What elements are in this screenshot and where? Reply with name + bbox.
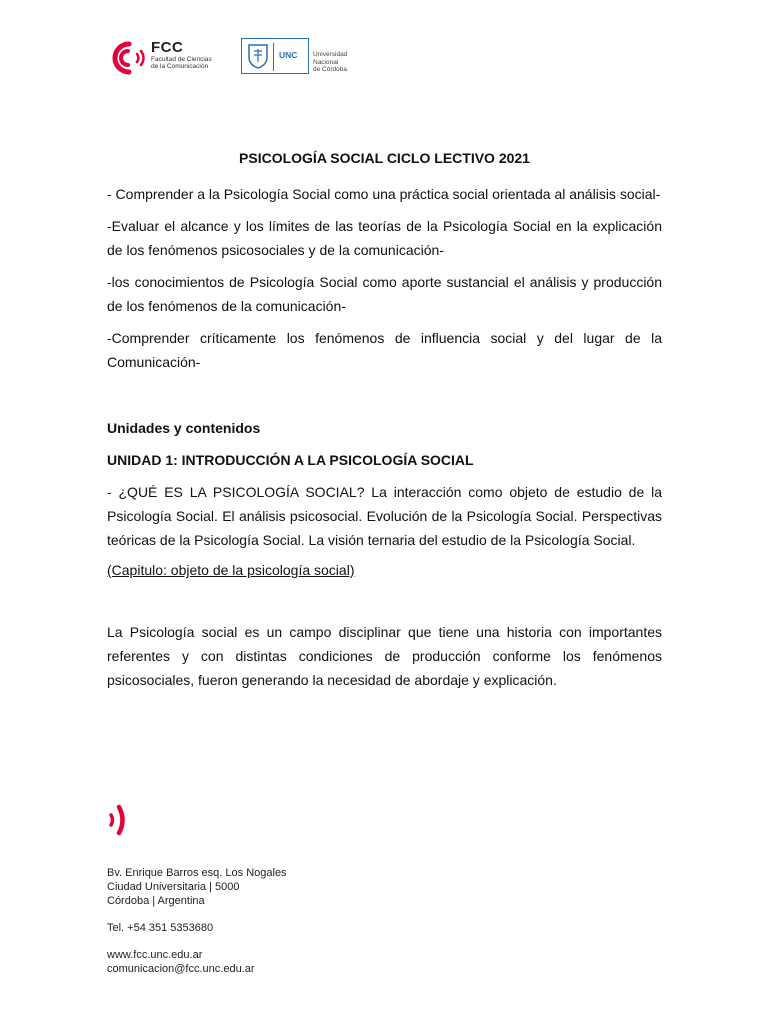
unc-shield-icon [246,42,270,70]
unc-logo [241,38,309,74]
unc-name [313,51,347,74]
chapter-reference: (Capitulo: objeto de la psicología social) [107,562,355,578]
page-header [107,38,367,80]
unc-name-line3: de Córdoba [313,66,347,73]
page-footer [107,866,287,976]
footer-website[interactable]: www.fcc.unc.edu.ar [107,949,203,961]
unc-divider [273,43,274,71]
fcc-subtitle-line2: de la Comunicación [151,63,209,70]
fcc-logo-icon [107,38,147,78]
objective-3: -los conocimientos de Psicología Social como aporte sustancial el análisis y producción de los fenómenos de la comunicación- [107,274,662,314]
unit1-content: - ¿QUÉ ES LA PSICOLOGÍA SOCIAL? La interacción como objeto de estudio de la Psicología Social. El análisis psicosocial. Evolución de la Psicología Social. Perspectivas teóricas de la Psicología Social. La visión ternaria del estudio de la Psicología Social. [107,484,662,548]
document-body [107,148,662,692]
unc-name-line2: Nacional [313,58,339,66]
objective-4: -Comprender críticamente los fenómenos de influencia social y del lugar de la Comunicación- [107,330,662,370]
address-line-3: Córdoba | Argentina [107,895,205,907]
fcc-wordmark [151,40,212,70]
footer-phone: Tel. +54 351 5353680 [107,922,214,934]
fcc-title: FCC [151,39,184,56]
address-line-2: Ciudad Universitaria | 5000 [107,881,240,893]
objective-1: - Comprender a la Psicología Social como una práctica social orientada al análisis social- [107,186,661,202]
unc-label: UNC [279,50,298,60]
fcc-subtitle-line1: Facultad de Ciencias [151,56,212,63]
objective-2: -Evaluar el alcance y los límites de las teorías de la Psicología Social en la explicación de los fenómenos psicosociales y de la comunicación- [107,218,662,258]
units-heading: Unidades y contenidos [107,420,261,436]
unc-name-line1: Universidad [313,51,348,58]
footer-contact [107,948,287,976]
footer-email[interactable]: comunicacion@fcc.unc.edu.ar [107,963,255,975]
body-paragraph: La Psicología social es un campo disciplinar que tiene una historia con importantes referentes y con distintas condiciones de producción conforme los fenómenos psicosociales, fueron generando la necesidad de abordaje y explicación. [107,624,662,688]
fcc-sound-mark-icon [107,800,133,846]
footer-address [107,866,287,908]
address-line-1: Bv. Enrique Barros esq. Los Nogales [107,867,287,879]
unit1-heading: UNIDAD 1: INTRODUCCIÓN A LA PSICOLOGÍA SOCIAL [107,452,474,468]
document-title: PSICOLOGÍA SOCIAL CICLO LECTIVO 2021 [239,150,530,166]
